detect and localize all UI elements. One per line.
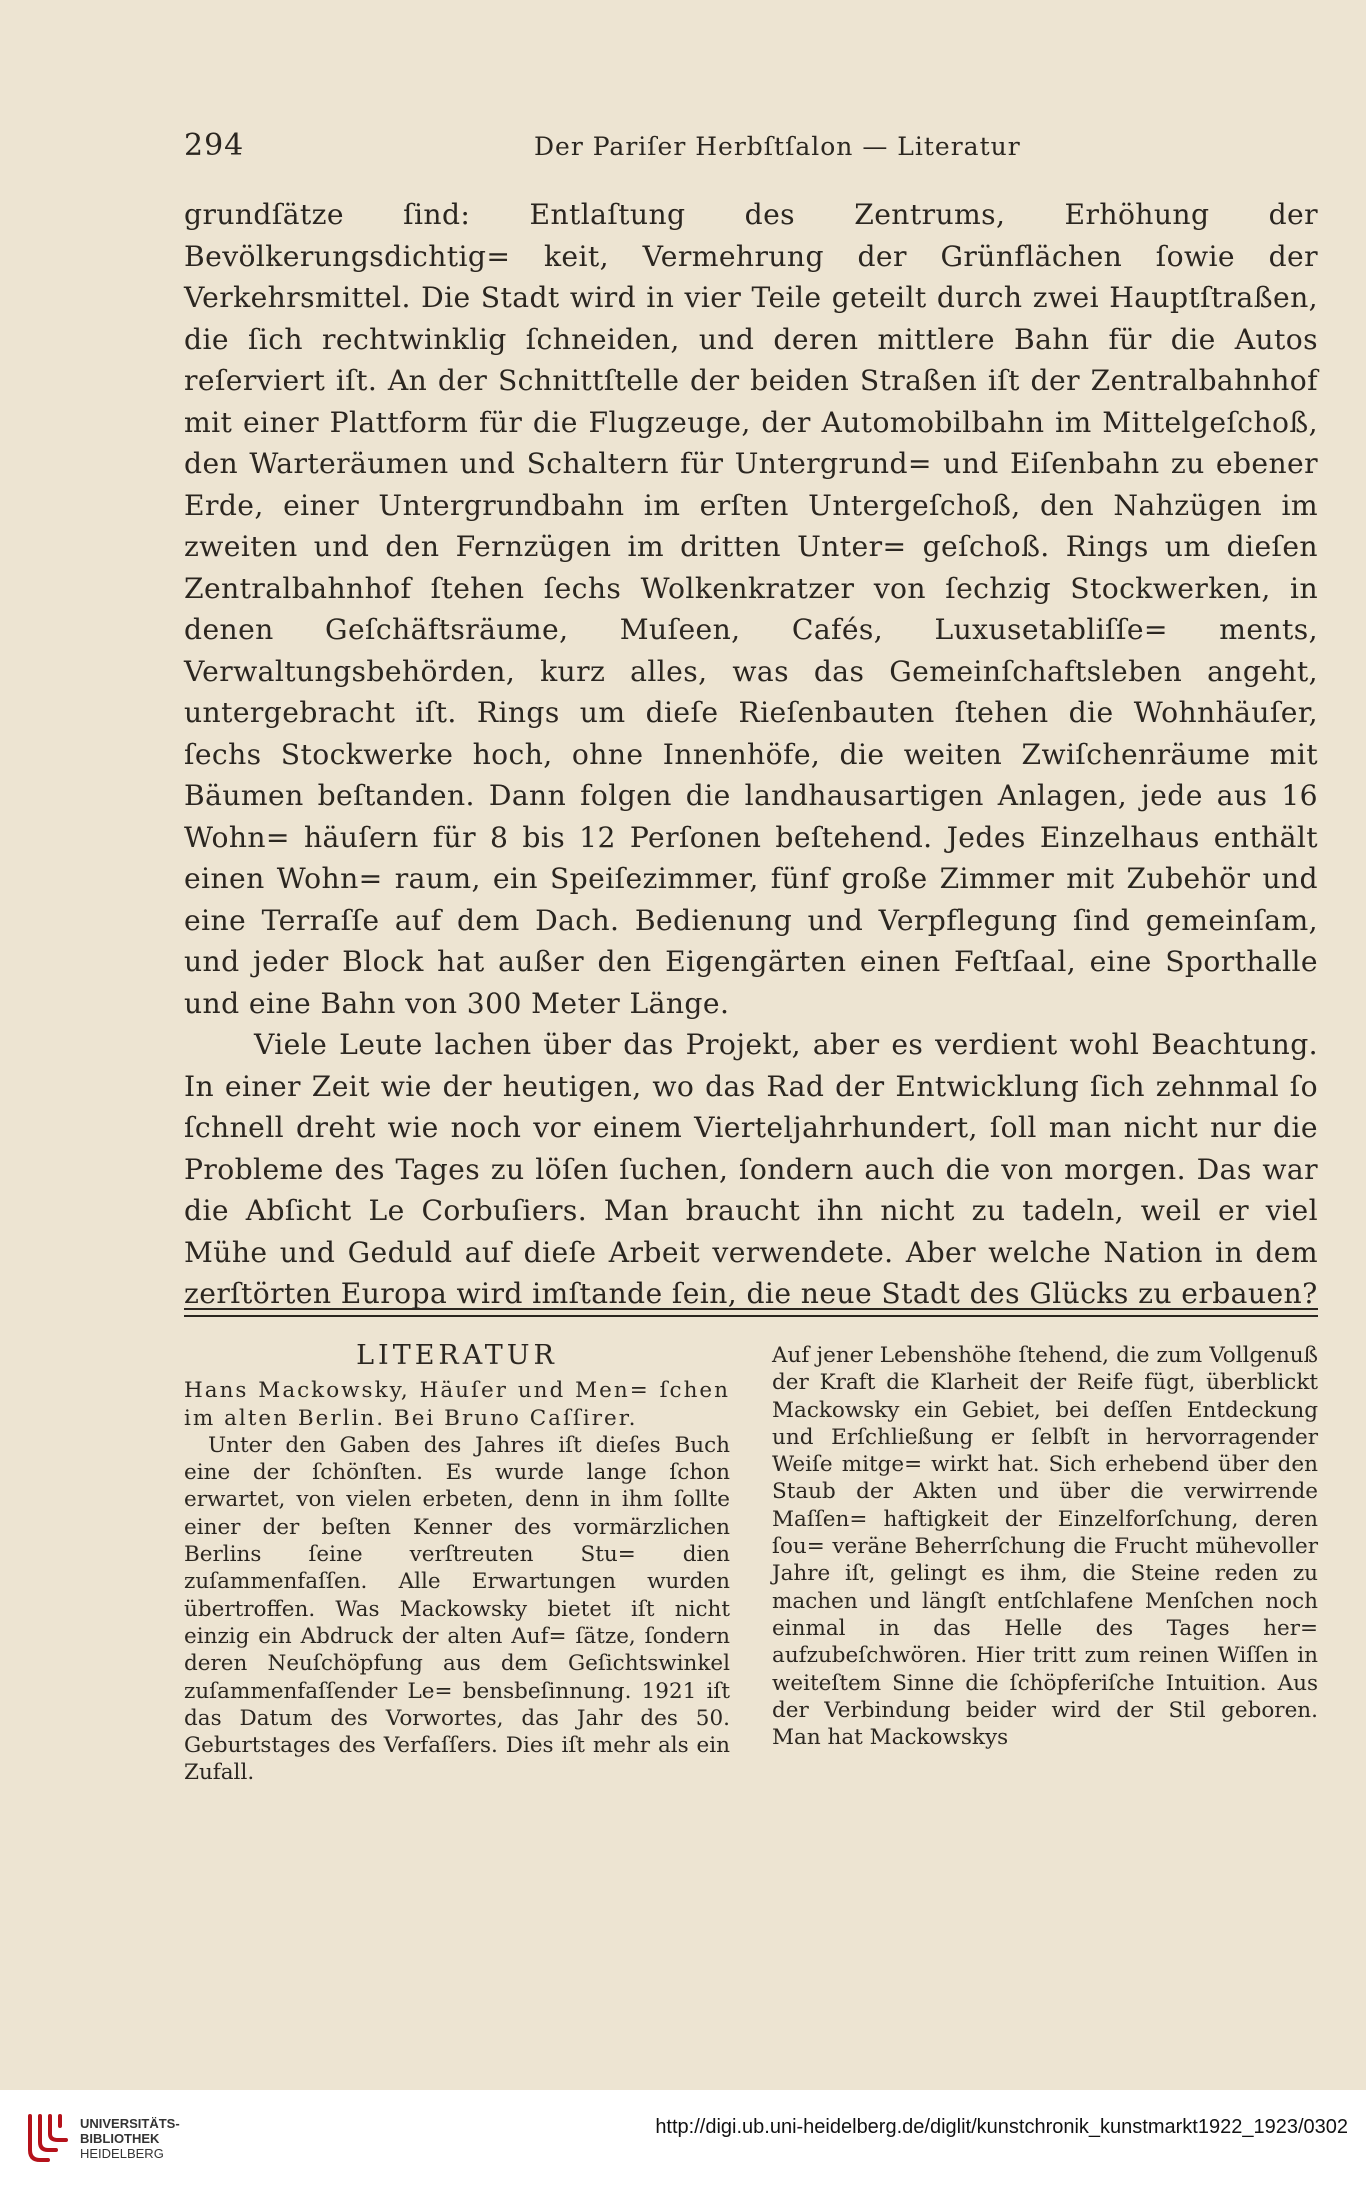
footer-bar <box>0 2090 1366 2186</box>
ub-heidelberg-logo-icon[interactable] <box>22 2110 72 2166</box>
source-url-link[interactable]: http://digi.ub.uni-heidelberg.de/diglit/kunstchronik_kunstmarkt1922_1923/0302 <box>655 2116 1348 2138</box>
section-heading: LITERATUR <box>356 1340 558 1371</box>
book-reference: Hans Mackowsky, Häuſer und Men= ſchen im alten Berlin. Bei Bruno Caſſirer. <box>184 1378 730 1431</box>
literature-column-left <box>184 1342 730 1787</box>
library-name <box>80 2116 180 2161</box>
paragraph: grundſätze ſind: Entlaſtung des Zentrums, Erhöhung der Bevölkerungsdichtig= keit, Vermehrung der Grünflächen ſowie der Verkehrsmittel. Die Stadt wird in vier Teile geteilt durch zwei Hauptſtraßen, die ſich rechtwinklig ſchneiden, und deren mittlere Bahn für die Autos reſerviert iſt. An der Schnittſtelle der beiden Straßen iſt der Zentralbahnhof mit einer Plattform für die Flugzeuge, der Automobilbahn im Mittelgeſchoß, den Warteräumen und Schaltern für Untergrund= und Eiſenbahn zu ebener Erde, einer Untergrundbahn im erſten Untergeſchoß, den Nahzügen im zweiten und den Fernzügen im dritten Unter= geſchoß. Rings um dieſen Zentralbahnhof ſtehen ſechs Wolkenkratzer von ſechzig Stockwerken, in denen Geſchäftsräume, Muſeen, Cafés, Luxusetabliſſe= ments, Verwaltungsbehörden, kurz alles, was das Gemeinſchaftsleben angeht, untergebracht iſt. Rings um dieſe Rieſenbauten ſtehen die Wohnhäuſer, ſechs Stockwerke hoch, ohne Innenhöfe, die weiten Zwiſchenräume mit Bäumen beſtanden. Dann folgen die landhausartigen Anlagen, jede aus 16 Wohn= häuſern für 8 bis 12 Perſonen beſtehend. Jedes Einzelhaus enthält einen Wohn= raum, ein Speiſezimmer, fünf große Zimmer mit Zubehör und eine Terraſſe auf dem Dach. Bedienung und Verpflegung ſind gemeinſam, und jeder Block hat außer den Eigengärten einen Feſtſaal, eine Sporthalle und eine Bahn von 300 Meter Länge. <box>184 198 1318 1020</box>
running-head <box>184 128 1318 168</box>
library-name-line: BIBLIOTHEK <box>80 2131 160 2146</box>
review-text: Unter den Gaben des Jahres iſt dieſes Buch eine der ſchönſten. Es wurde lange ſchon erwartet, von vielen erbeten, denn in ihm ſollte einer der beſten Kenner des vormärzlichen Berlins ſeine verſtreuten Stu= dien zuſammenfaſſen. Alle Erwartungen wurden übertroffen. Was Mackowsky bietet iſt nicht einzig ein Abdruck der alten Auf= ſätze, ſondern deren Neuſchöpfung aus dem Geſichtswinkel zuſammenfaſſender Le= bensbeſinnung. 1921 iſt das Datum des Vorwortes, das Jahr des 50. Geburtstages des Verfaſſers. Dies iſt mehr als ein Zufall. <box>184 1432 730 1786</box>
section-divider <box>184 1308 1318 1317</box>
review-text-continued: Auf jener Lebenshöhe ſtehend, die zum Vollgenuß der Kraft die Klarheit der Reife fügt, überblickt Mackowsky ein Gebiet, bei deſſen Entdeckung und Erſchließung er ſelbſt in hervorragender Weiſe mitge= wirkt hat. Sich erhebend über den Staub der Akten und über die verwirrende Maſſen= haftigkeit der Einzelforſchung, deren ſou= veräne Beherrſchung die Frucht mühevoller Jahre iſt, gelingt es ihm, die Steine reden zu machen und längſt entſchlafene Menſchen noch einmal in das Helle des Tages her= aufzubeſchwören. Hier tritt zum reinen Wiſſen in weiteſtem Sinne die ſchöpferiſche Intuition. Aus der Verbindung beider wird der Stil geboren. Man hat Mackowskys <box>772 1343 1318 1751</box>
literature-column-right <box>772 1342 1318 1751</box>
library-name-line: HEIDELBERG <box>80 2146 164 2161</box>
running-head-title: Der Pariſer Herbſtſalon — Literatur <box>534 132 1021 161</box>
main-text <box>184 194 1318 1315</box>
page-number: 294 <box>184 128 245 163</box>
library-name-line: UNIVERSITÄTS- <box>80 2116 180 2131</box>
paragraph: Viele Leute lachen über das Projekt, aber es verdient wohl Beachtung. In einer Zeit wie der heutigen, wo das Rad der Entwicklung ſich zehnmal ſo ſchnell dreht wie noch vor einem Vierteljahrhundert, ſoll man nicht nur die Probleme des Tages zu löſen ſuchen, ſondern auch die von morgen. Das war die Abſicht Le Corbuſiers. Man braucht ihn nicht zu tadeln, weil er viel Mühe und Geduld auf dieſe Arbeit verwendete. Aber welche Nation in dem zerſtörten Europa wird imſtande ſein, die neue Stadt des Glücks zu erbauen? <box>184 1028 1318 1310</box>
